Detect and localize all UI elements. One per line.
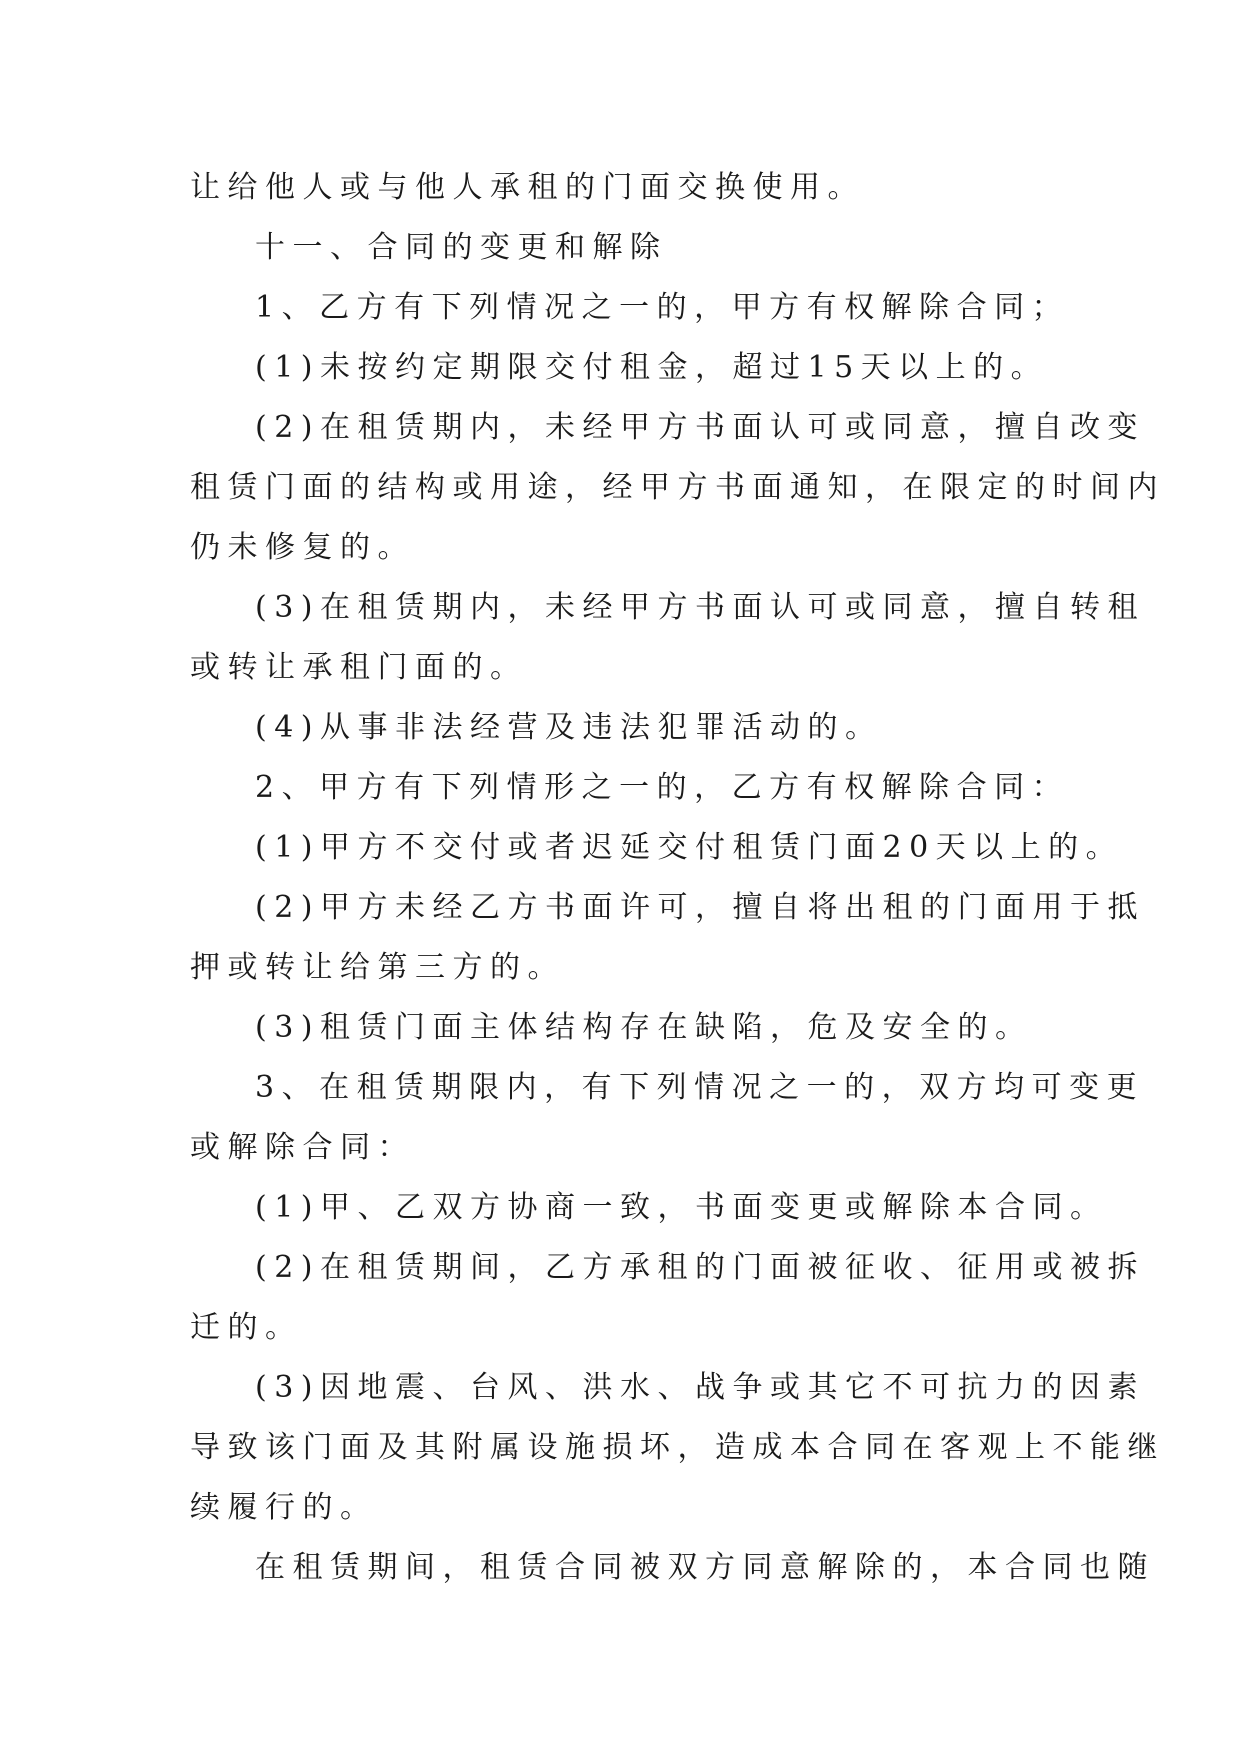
- text-line: 1、乙方有下列情况之一的，甲方有权解除合同；: [255, 290, 1070, 325]
- text-line: 2、甲方有下列情形之一的，乙方有权解除合同：: [255, 770, 1070, 805]
- text-line: 押或转让给第三方的。: [190, 950, 565, 985]
- text-line: 或解除合同：: [190, 1130, 415, 1165]
- text-line: (3)在租赁期内，未经甲方书面认可或同意，擅自转租: [255, 590, 1145, 625]
- text-line: 迁的。: [190, 1310, 303, 1345]
- text-line: (2)在租赁期间，乙方承租的门面被征收、征用或被拆: [255, 1250, 1145, 1285]
- text-line: 租赁门面的结构或用途，经甲方书面通知，在限定的时间内: [190, 470, 1165, 505]
- text-line: 在租赁期间，租赁合同被双方同意解除的，本合同也随: [255, 1550, 1155, 1585]
- text-line: 导致该门面及其附属设施损坏，造成本合同在客观上不能继: [190, 1430, 1165, 1465]
- text-line: (3)租赁门面主体结构存在缺陷，危及安全的。: [255, 1010, 1033, 1045]
- document-body: [190, 158, 1165, 1598]
- text-line: (2)在租赁期内，未经甲方书面认可或同意，擅自改变: [255, 410, 1145, 445]
- section-heading: 十一、合同的变更和解除: [255, 230, 668, 265]
- text-line: (1)甲、乙双方协商一致，书面变更或解除本合同。: [255, 1190, 1108, 1225]
- text-line: (3)因地震、台风、洪水、战争或其它不可抗力的因素: [255, 1370, 1145, 1405]
- text-line: 仍未修复的。: [190, 530, 415, 565]
- text-line: (1)未按约定期限交付租金，超过15天以上的。: [255, 350, 1049, 385]
- text-line: (4)从事非法经营及违法犯罪活动的。: [255, 710, 883, 745]
- text-line: 续履行的。: [190, 1490, 378, 1525]
- text-line: (2)甲方未经乙方书面许可，擅自将出租的门面用于抵: [255, 890, 1145, 925]
- text-line: (1)甲方不交付或者迟延交付租赁门面20天以上的。: [255, 830, 1124, 865]
- text-line: 3、在租赁期限内，有下列情况之一的，双方均可变更: [255, 1070, 1145, 1105]
- text-line: 或转让承租门面的。: [190, 650, 528, 685]
- text-line: 让给他人或与他人承租的门面交换使用。: [190, 170, 865, 205]
